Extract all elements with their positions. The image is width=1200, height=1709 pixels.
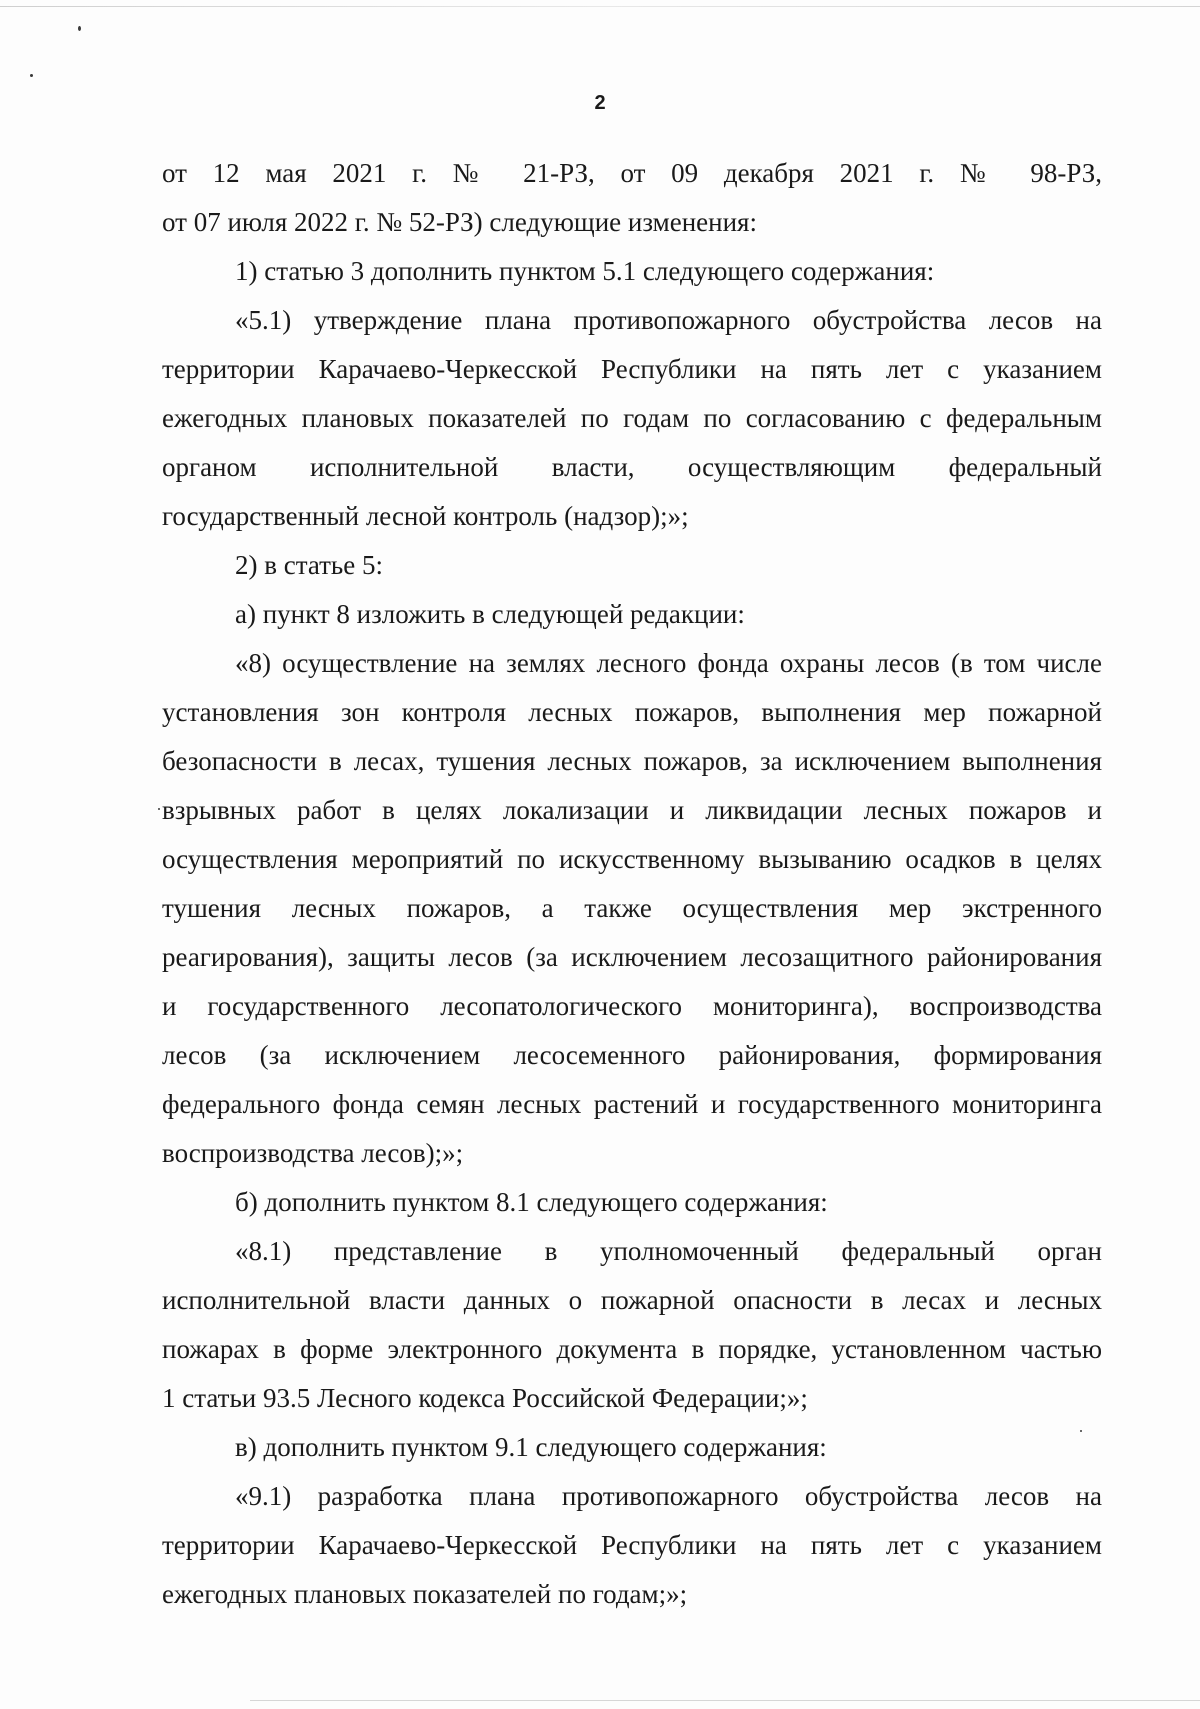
text-line: в) дополнить пунктом 9.1 следующего содержания: [235,1432,827,1462]
scan-speck [30,74,33,77]
text-line: пожарах в форме электронного документа в порядке, установленном частью [162,1334,1102,1364]
text-line: 2) в статье 5: [235,550,383,580]
text-line: ежегодных плановых показателей по годам по согласованию с федеральным [162,403,1102,433]
text-line: взрывных работ в целях локализации и ликвидации лесных пожаров и [162,795,1102,825]
page-number: 2 [594,92,606,114]
scan-speck [78,26,81,31]
text-line: реагирования), защиты лесов (за исключением лесозащитного районирования [162,942,1102,972]
text-line: воспроизводства лесов);»; [162,1138,464,1168]
text-line: «8) осуществление на землях лесного фонда охраны лесов (в том числе [235,648,1102,678]
text-line: ежегодных плановых показателей по годам;»; [162,1579,688,1609]
text-line: исполнительной власти данных о пожарной опасности в лесах и лесных [162,1285,1102,1315]
text-line: территории Карачаево-Черкесской Республики на пять лет с указанием [162,354,1102,384]
text-line: органом исполнительной власти, осуществляющим федеральный [162,452,1102,482]
text-line: федерального фонда семян лесных растений и государственного мониторинга [162,1089,1102,1119]
text-line: тушения лесных пожаров, а также осуществления мер экстренного [162,893,1102,923]
text-line: установления зон контроля лесных пожаров, выполнения мер пожарной [162,697,1102,727]
text-line: б) дополнить пунктом 8.1 следующего содержания: [235,1187,828,1217]
text-line: от 12 мая 2021 г. № 21-РЗ, от 09 декабря 2021 г. № 98-РЗ, [162,158,1102,188]
text-line: от 07 июля 2022 г. № 52-РЗ) следующие изменения: [162,207,757,237]
text-line: осуществления мероприятий по искусственному вызыванию осадков в целях [162,844,1102,874]
text-line: 1) статью 3 дополнить пунктом 5.1 следующего содержания: [235,256,935,286]
text-line: 1 статьи 93.5 Лесного кодекса Российской Федерации;»; [162,1383,808,1413]
text-line: а) пункт 8 изложить в следующей редакции: [235,599,745,629]
text-line: «9.1) разработка плана противопожарного обустройства лесов на [235,1481,1102,1511]
document-body [162,149,1102,1619]
scan-edge-bottom [250,1700,1200,1701]
text-line: и государственного лесопатологического мониторинга), воспроизводства [162,991,1102,1021]
text-line: «8.1) представление в уполномоченный федеральный орган [235,1236,1102,1266]
text-line: территории Карачаево-Черкесской Республики на пять лет с указанием [162,1530,1102,1560]
text-line: лесов (за исключением лесосеменного районирования, формирования [162,1040,1102,1070]
text-line: государственный лесной контроль (надзор);»; [162,501,689,531]
scan-edge-top [0,6,1200,7]
text-line: «5.1) утверждение плана противопожарного обустройства лесов на [235,305,1102,335]
text-line: безопасности в лесах, тушения лесных пожаров, за исключением выполнения [162,746,1102,776]
scan-speck [158,808,160,810]
